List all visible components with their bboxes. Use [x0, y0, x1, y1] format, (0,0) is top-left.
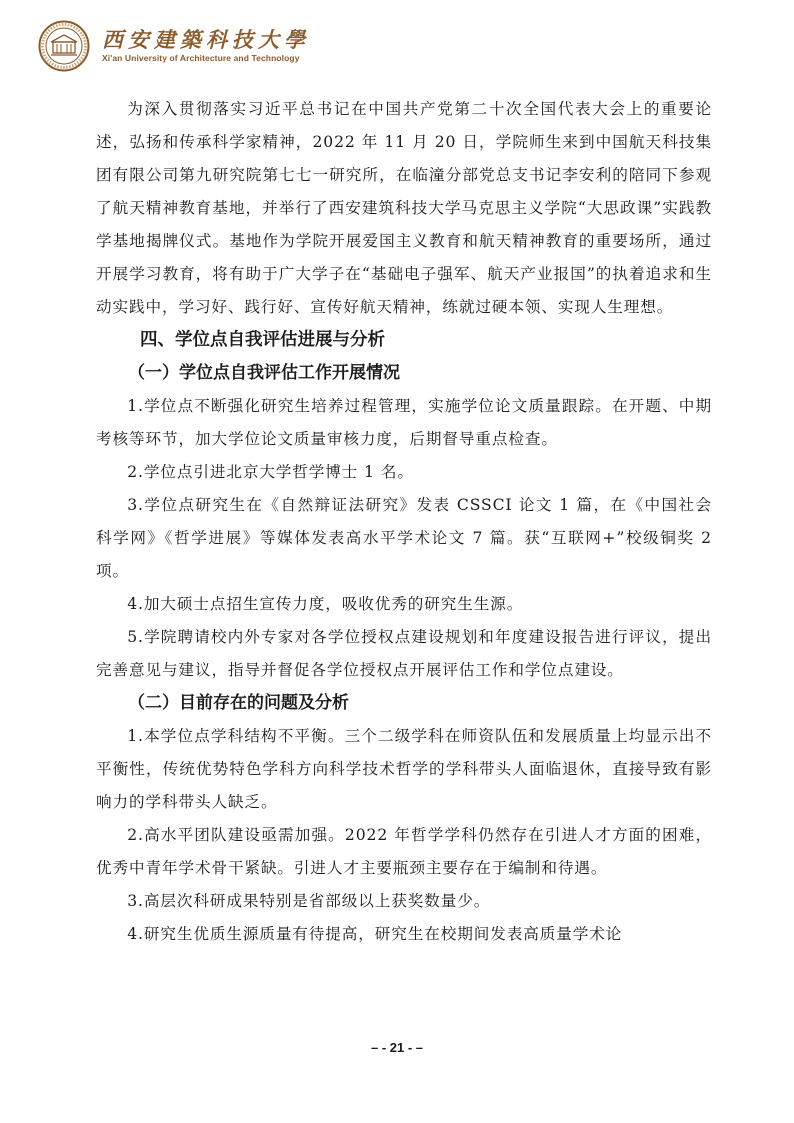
list-item: 2.高水平团队建设亟需加强。2022 年哲学学科仍然存在引进人才方面的困难，优秀中青年学术骨干紧缺。引进人才主要瓶颈主要存在于编制和待遇。 [96, 826, 712, 877]
list-item: 1.学位点不断强化研究生培养过程管理，实施学位论文质量跟踪。在开题、中期考核等环节，加大学位论文质量审核力度，后期督导重点检查。 [96, 397, 712, 448]
list-item: 3.高层次科研成果特别是省部级以上获奖数量少。 [127, 892, 491, 910]
list-item: 3.学位点研究生在《自然辩证法研究》发表 CSSCI 论文 1 篇，在《中国社会科学网》《哲学进展》等媒体发表高水平学术论文 7 篇。获“互联网+”校级铜奖 2 项。 [96, 496, 712, 580]
subsection-heading: （二）目前存在的问题及分析 [128, 693, 349, 713]
university-name-cn: 西安建築科技大學 [102, 27, 310, 52]
page-header [38, 20, 438, 70]
university-seal-icon [38, 20, 90, 72]
university-name-en: Xi'an University of Architecture and Technology [102, 53, 300, 63]
page-number: – - 21 - – [370, 1040, 424, 1055]
list-item: 5.学院聘请校内外专家对各学位授权点建设规划和年度建设报告进行评议，提出完善意见与建议，指导并督促各学位授权点开展评估工作和学位点建设。 [96, 628, 712, 679]
document-body [96, 93, 712, 951]
list-item: 1.本学位点学科结构不平衡。三个二级学科在师资队伍和发展质量上均显示出不平衡性，传统优势特色学科方向科学技术哲学的学科带头人面临退休，直接导致有影响力的学科带头人缺乏。 [96, 727, 712, 811]
intro-paragraph: 为深入贯彻落实习近平总书记在中国共产党第二十次全国代表大会上的重要论述，弘扬和传承科学家精神，2022 年 11 月 20 日，学院师生来到中国航天科技集团有限公司第九研究院第七七一研究所，在临潼分部党总支书记李安利的陪同下参观了航天精神教育基地，并举行了西安建筑科技大学马克思主义学院“大思政课”实践教学基地揭牌仪式。基地作为学院开展爱国主义教育和航天精神教育的重要场所，通过开展学习教育，将有助于广大学子在“基础电子强军、航天产业报国”的执着追求和生动实践中，学习好、践行好、宣传好航天精神，练就过硬本领、实现人生理想。 [96, 100, 712, 316]
list-item: 4.研究生优质生源质量有待提高，研究生在校期间发表高质量学术论 [127, 925, 623, 943]
list-item: 4.加大硕士点招生宣传力度，吸收优秀的研究生生源。 [127, 595, 524, 613]
subsection-heading: （一）学位点自我评估工作开展情况 [128, 363, 400, 383]
list-item: 2.学位点引进北京大学哲学博士 1 名。 [127, 463, 414, 481]
section-heading: 四、学位点自我评估进展与分析 [140, 330, 385, 350]
